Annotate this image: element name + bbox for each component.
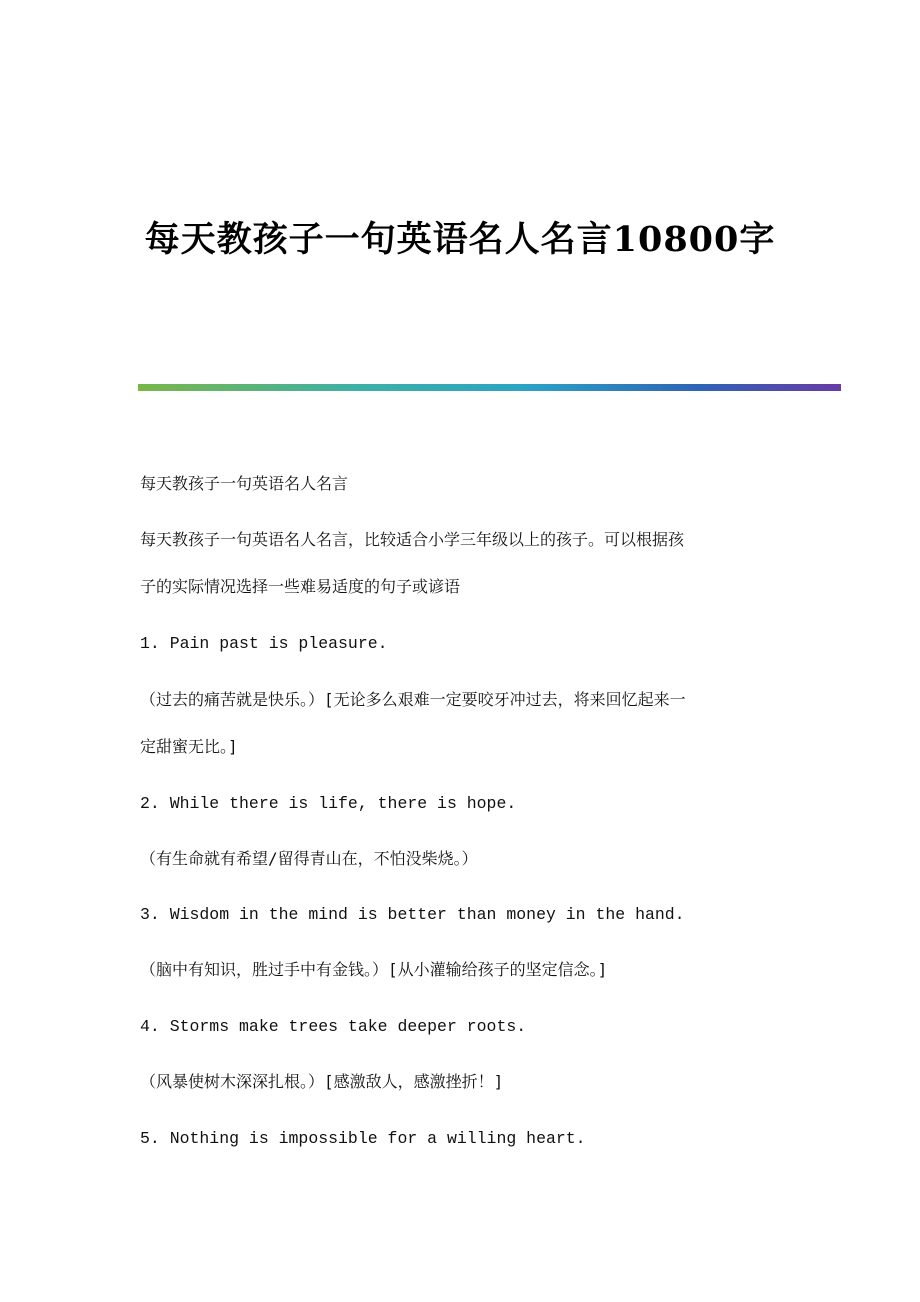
quote-english: 2. While there is life, there is hope. (140, 794, 517, 813)
intro-line: 子的实际情况选择一些难易适度的句子或谚语 (140, 577, 461, 596)
page-title: 每天教孩子一句英语名人名言10800字 (144, 219, 776, 260)
quote-chinese: 定甜蜜无比。] (140, 737, 238, 756)
quote-english: 5. Nothing is impossible for a willing heart. (140, 1129, 586, 1148)
quote-english: 1. Pain past is pleasure. (140, 634, 388, 653)
quote-chinese: （脑中有知识，胜过手中有金钱。）[从小灌输给孩子的坚定信念。] (140, 960, 608, 979)
quote-english: 4. Storms make trees take deeper roots. (140, 1017, 527, 1036)
quote-chinese: （过去的痛苦就是快乐。）[无论多么艰难一定要咬牙冲过去，将来回忆起来一 (140, 690, 686, 709)
quote-chinese: （有生命就有希望/留得青山在，不怕没柴烧。） (140, 849, 478, 868)
quote-english: 3. Wisdom in the mind is better than money in the hand. (140, 905, 685, 924)
intro-line: 每天教孩子一句英语名人名言，比较适合小学三年级以上的孩子。可以根据孩 (140, 530, 685, 549)
quote-chinese: （风暴使树木深深扎根。）[感激敌人，感激挫折！] (140, 1072, 504, 1091)
section-heading: 每天教孩子一句英语名人名言 (140, 474, 349, 493)
title-divider (138, 384, 841, 391)
